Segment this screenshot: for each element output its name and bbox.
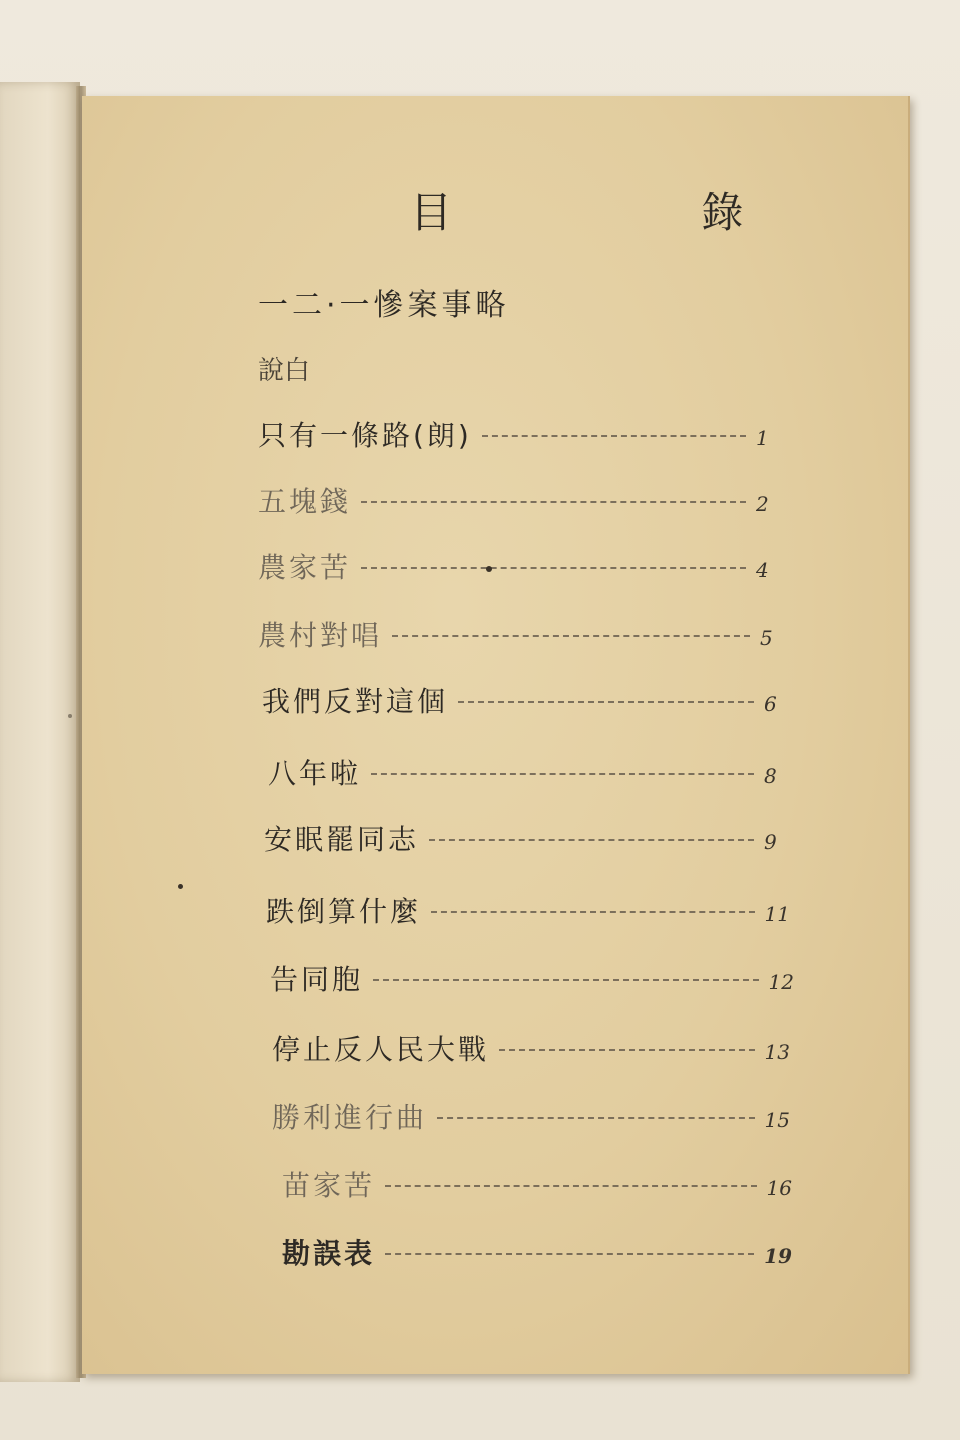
toc-entry-label: 農村對唱 — [258, 619, 383, 652]
dot-leader — [392, 635, 750, 637]
toc-entry — [268, 752, 786, 792]
dot-leader — [429, 839, 754, 841]
toc-entry-page: 1 — [756, 426, 769, 450]
toc-entry-label: 勘誤表 — [282, 1237, 376, 1270]
toc-entry-label: 五塊錢 — [258, 485, 352, 518]
toc-entry — [272, 1096, 790, 1136]
toc-entry-label: 只有一條路(朗) — [258, 419, 472, 452]
toc-entry-page: 9 — [764, 830, 777, 854]
dot-leader — [385, 1253, 754, 1255]
dot-leader — [371, 773, 754, 775]
toc-entry-label: 勝利進行曲 — [272, 1101, 428, 1134]
facing-page — [0, 82, 80, 1382]
toc-entry — [258, 614, 782, 654]
dot-leader — [437, 1117, 755, 1119]
toc-entry-page: 5 — [760, 626, 773, 650]
dot-leader — [458, 701, 754, 703]
section-title: 一二·一慘案事略 — [258, 288, 510, 323]
toc-entry-label: 跌倒算什麼 — [266, 895, 422, 928]
toc-entry-page: 16 — [766, 1176, 792, 1200]
toc-entry-label: 苗家苦 — [282, 1169, 376, 1202]
dot-leader — [361, 567, 746, 569]
toc-entry-page: 4 — [756, 558, 769, 582]
toc-entry-page: 6 — [764, 692, 777, 716]
paper-speck — [68, 714, 72, 718]
toc-entry — [270, 958, 794, 998]
paper-speck — [486, 566, 492, 572]
toc-entry — [258, 480, 778, 520]
dot-leader — [385, 1185, 757, 1187]
toc-entry-page: 19 — [764, 1244, 792, 1268]
dot-leader — [499, 1049, 755, 1051]
preface-entry: 說白 — [258, 356, 311, 386]
toc-entry — [282, 1164, 792, 1204]
dot-leader — [482, 435, 746, 437]
toc-entry-page: 12 — [768, 970, 794, 994]
toc-entry-page: 11 — [764, 902, 790, 926]
toc-entry-page: 2 — [756, 492, 769, 516]
toc-entry-label: 停止反人民大戰 — [272, 1033, 490, 1066]
toc-entry — [266, 890, 790, 930]
toc-entry-page: 8 — [764, 764, 777, 788]
dot-leader — [431, 911, 755, 913]
toc-entry — [282, 1232, 792, 1272]
page-title: 目 錄 — [410, 188, 862, 237]
dot-leader — [361, 501, 746, 503]
toc-entry-label: 安眠罷同志 — [264, 823, 420, 856]
paper-speck — [178, 884, 183, 889]
toc-entry — [272, 1028, 790, 1068]
toc-entry — [258, 546, 778, 586]
toc-entry — [264, 818, 786, 858]
toc-entry — [258, 414, 778, 454]
toc-entry-label: 農家苦 — [258, 551, 352, 584]
toc-entry-page: 15 — [764, 1108, 790, 1132]
toc-entry-page: 13 — [764, 1040, 790, 1064]
toc-entry-label: 八年啦 — [268, 757, 362, 790]
toc-entry-label: 告同胞 — [270, 963, 364, 996]
toc-entry — [262, 680, 786, 720]
toc-entry-label: 我們反對這個 — [262, 685, 449, 718]
dot-leader — [373, 979, 759, 981]
